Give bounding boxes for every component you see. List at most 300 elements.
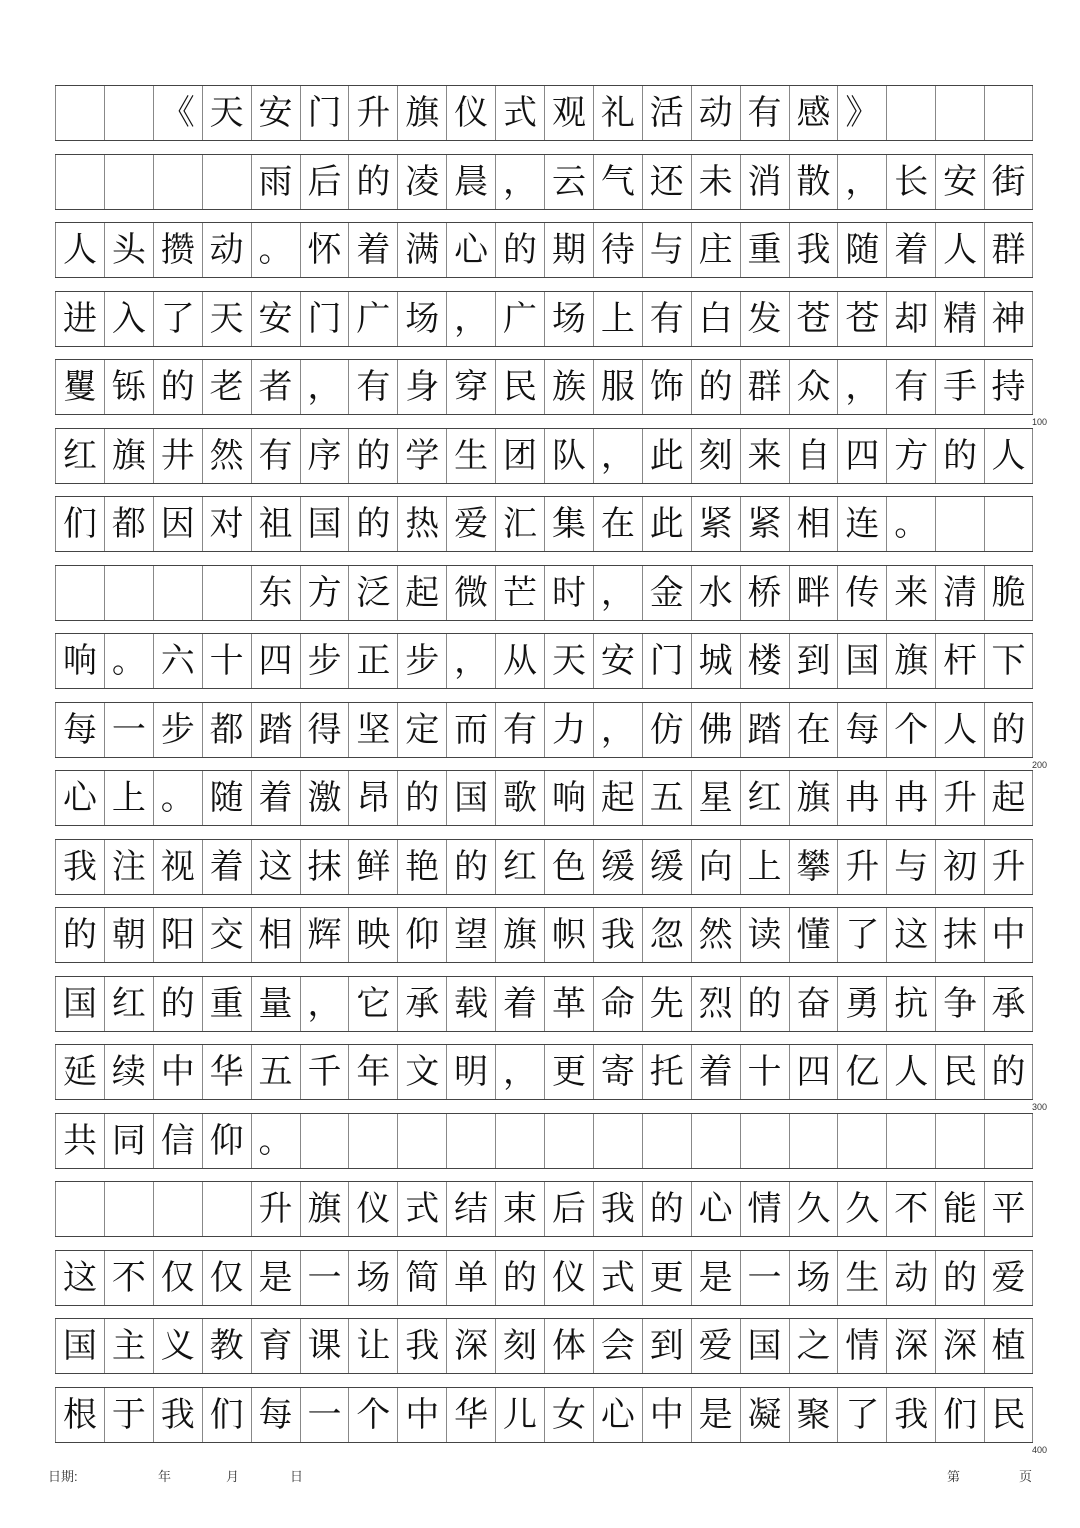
- grid-cell: 上: [593, 292, 642, 346]
- grid-cell: 心: [691, 1182, 740, 1236]
- grid-cell: 攀: [789, 840, 838, 894]
- grid-cell: 手: [935, 360, 984, 414]
- grid-cell: 族: [544, 360, 593, 414]
- character-count-marker: 200: [1031, 759, 1047, 770]
- grid-cell: 从: [495, 634, 544, 688]
- grid-cell: 是: [691, 1388, 740, 1442]
- grid-row: [55, 1318, 1033, 1374]
- grid-cell: 散: [789, 155, 838, 209]
- grid-cell: 抹: [300, 840, 349, 894]
- grid-cell: 红: [104, 977, 153, 1031]
- grid-cell: 爱: [446, 497, 495, 551]
- grid-cell: 正: [348, 634, 397, 688]
- grid-cell: 这: [55, 1251, 104, 1305]
- grid-cell: 的: [495, 1251, 544, 1305]
- grid-cell: 国: [55, 977, 104, 1031]
- date-label: 日期:: [48, 1469, 78, 1484]
- grid-cell: 这: [886, 908, 935, 962]
- grid-cell: 有: [495, 703, 544, 757]
- grid-cell: 场: [348, 1251, 397, 1305]
- composition-grid-paper: [55, 85, 1047, 1455]
- grid-cell: 升: [251, 1182, 300, 1236]
- grid-cell: 升: [935, 771, 984, 825]
- grid-cell: 民: [935, 1045, 984, 1099]
- grid-cell: 植: [984, 1319, 1033, 1373]
- grid-cell: 重: [740, 223, 789, 277]
- grid-cell: [300, 1114, 349, 1168]
- grid-cell: 长: [886, 155, 935, 209]
- grid-cell: 六: [153, 634, 202, 688]
- grid-cell: 四: [837, 429, 886, 483]
- grid-cell: 天: [544, 634, 593, 688]
- grid-cell: 上: [740, 840, 789, 894]
- grid-cell: 有: [886, 360, 935, 414]
- grid-cell: 步: [397, 634, 446, 688]
- grid-cell: [935, 1114, 984, 1168]
- grid-cell: 此: [642, 429, 691, 483]
- grid-cell: 之: [789, 1319, 838, 1373]
- grid-cell: 的: [984, 1045, 1033, 1099]
- grid-cell: 随: [202, 771, 251, 825]
- grid-cell: 每: [251, 1388, 300, 1442]
- grid-cell: 烈: [691, 977, 740, 1031]
- grid-cell: 神: [984, 292, 1033, 346]
- grid-cell: 场: [544, 292, 593, 346]
- grid-cell: 个: [348, 1388, 397, 1442]
- grid-cell: 仰: [397, 908, 446, 962]
- grid-cell: 金: [642, 566, 691, 620]
- grid-cell: ，: [495, 155, 544, 209]
- grid-cell: 深: [886, 1319, 935, 1373]
- grid-cell: 命: [593, 977, 642, 1031]
- grid-cell: 后: [300, 155, 349, 209]
- grid-cell: [642, 1114, 691, 1168]
- grid-cell: 歌: [495, 771, 544, 825]
- grid-cell: 着: [251, 771, 300, 825]
- grid-cell: 方: [300, 566, 349, 620]
- grid-cell: 门: [300, 292, 349, 346]
- grid-cell: 着: [495, 977, 544, 1031]
- grid-cell: [593, 1114, 642, 1168]
- month-label: 月: [226, 1469, 240, 1484]
- grid-cell: 的: [984, 703, 1033, 757]
- grid-cell: 忽: [642, 908, 691, 962]
- grid-cell: [202, 1182, 251, 1236]
- grid-cell: 国: [446, 771, 495, 825]
- grid-cell: 体: [544, 1319, 593, 1373]
- grid-cell: 朝: [104, 908, 153, 962]
- grid-cell: 爱: [691, 1319, 740, 1373]
- grid-cell: 辉: [300, 908, 349, 962]
- grid-cell: 对: [202, 497, 251, 551]
- grid-cell: 一: [104, 703, 153, 757]
- grid-cell: 感: [789, 86, 838, 140]
- grid-cell: 安: [251, 86, 300, 140]
- grid-cell: 着: [202, 840, 251, 894]
- grid-cell: 女: [544, 1388, 593, 1442]
- grid-cell: 不: [104, 1251, 153, 1305]
- grid-cell: [446, 1114, 495, 1168]
- grid-cell: 刻: [691, 429, 740, 483]
- grid-cell: 汇: [495, 497, 544, 551]
- grid-cell: 着: [886, 223, 935, 277]
- grid-cell: 每: [837, 703, 886, 757]
- grid-cell: ，: [837, 360, 886, 414]
- page-footer: [48, 1466, 1033, 1490]
- grid-cell: 久: [789, 1182, 838, 1236]
- grid-cell: 安: [593, 634, 642, 688]
- grid-row: [55, 1181, 1033, 1237]
- grid-cell: 缓: [642, 840, 691, 894]
- grid-cell: 有: [251, 429, 300, 483]
- grid-cell: 这: [251, 840, 300, 894]
- grid-row: [55, 1387, 1047, 1455]
- grid-cell: 阳: [153, 908, 202, 962]
- grid-row: [55, 291, 1033, 347]
- grid-cell: 人: [935, 703, 984, 757]
- grid-cell: 鲜: [348, 840, 397, 894]
- grid-cell: 帜: [544, 908, 593, 962]
- grid-cell: 仿: [642, 703, 691, 757]
- grid-cell: 十: [740, 1045, 789, 1099]
- grid-cell: 心: [446, 223, 495, 277]
- grid-cell: 在: [593, 497, 642, 551]
- grid-cell: 仪: [544, 1251, 593, 1305]
- grid-cell: [740, 1114, 789, 1168]
- grid-cell: 相: [251, 908, 300, 962]
- grid-cell: 的: [348, 429, 397, 483]
- grid-cell: 个: [886, 703, 935, 757]
- grid-cell: 更: [544, 1045, 593, 1099]
- grid-cell: 佛: [691, 703, 740, 757]
- grid-cell: [984, 1114, 1033, 1168]
- grid-cell: 让: [348, 1319, 397, 1373]
- grid-cell: [55, 1182, 104, 1236]
- grid-cell: 民: [984, 1388, 1033, 1442]
- grid-cell: 着: [691, 1045, 740, 1099]
- grid-cell: 视: [153, 840, 202, 894]
- grid-cell: 序: [300, 429, 349, 483]
- grid-cell: 得: [300, 703, 349, 757]
- grid-cell: 托: [642, 1045, 691, 1099]
- grid-cell: 紧: [691, 497, 740, 551]
- grid-cell: 群: [984, 223, 1033, 277]
- grid-cell: ，: [593, 566, 642, 620]
- grid-cell: 精: [935, 292, 984, 346]
- grid-cell: 国: [740, 1319, 789, 1373]
- grid-cell: 自: [789, 429, 838, 483]
- grid-cell: ，: [300, 977, 349, 1031]
- grid-cell: 生: [446, 429, 495, 483]
- grid-cell: [153, 155, 202, 209]
- grid-cell: 奋: [789, 977, 838, 1031]
- grid-cell: 亿: [837, 1045, 886, 1099]
- grid-cell: 能: [935, 1182, 984, 1236]
- grid-cell: 革: [544, 977, 593, 1031]
- grid-cell: 我: [593, 908, 642, 962]
- character-count-marker: 300: [1031, 1102, 1047, 1112]
- grid-cell: 的: [691, 360, 740, 414]
- grid-cell: 了: [837, 1388, 886, 1442]
- grid-cell: 义: [153, 1319, 202, 1373]
- grid-cell: 红: [55, 429, 104, 483]
- grid-cell: 们: [935, 1388, 984, 1442]
- grid-cell: 中: [984, 908, 1033, 962]
- grid-cell: 儿: [495, 1388, 544, 1442]
- grid-cell: 来: [740, 429, 789, 483]
- grid-cell: 昂: [348, 771, 397, 825]
- grid-row: [55, 839, 1033, 895]
- grid-cell: 生: [837, 1251, 886, 1305]
- grid-row: [55, 85, 1033, 141]
- grid-cell: [202, 566, 251, 620]
- grid-cell: 每: [55, 703, 104, 757]
- grid-cell: 勇: [837, 977, 886, 1031]
- grid-cell: 式: [495, 86, 544, 140]
- grid-cell: 踏: [740, 703, 789, 757]
- grid-cell: 红: [740, 771, 789, 825]
- grid-cell: 微: [446, 566, 495, 620]
- grid-cell: 我: [789, 223, 838, 277]
- grid-cell: 艳: [397, 840, 446, 894]
- grid-cell: 我: [593, 1182, 642, 1236]
- grid-cell: 旗: [789, 771, 838, 825]
- grid-cell: 仪: [446, 86, 495, 140]
- grid-row: [55, 222, 1033, 278]
- grid-cell: 国: [55, 1319, 104, 1373]
- grid-cell: 抗: [886, 977, 935, 1031]
- grid-cell: 者: [251, 360, 300, 414]
- grid-cell: 众: [789, 360, 838, 414]
- grid-cell: 了: [153, 292, 202, 346]
- grid-cell: [55, 86, 104, 140]
- grid-cell: 苍: [837, 292, 886, 346]
- grid-cell: 望: [446, 908, 495, 962]
- grid-cell: ，: [593, 703, 642, 757]
- grid-cell: 红: [495, 840, 544, 894]
- grid-cell: 聚: [789, 1388, 838, 1442]
- grid-row: [55, 770, 1033, 826]
- grid-cell: 随: [837, 223, 886, 277]
- grid-cell: 到: [642, 1319, 691, 1373]
- grid-cell: 踏: [251, 703, 300, 757]
- grid-cell: 十: [202, 634, 251, 688]
- grid-cell: 民: [495, 360, 544, 414]
- grid-cell: 有: [348, 360, 397, 414]
- grid-row: [55, 428, 1033, 484]
- grid-cell: 的: [348, 155, 397, 209]
- grid-cell: 祖: [251, 497, 300, 551]
- grid-cell: 华: [202, 1045, 251, 1099]
- grid-cell: 消: [740, 155, 789, 209]
- grid-cell: 它: [348, 977, 397, 1031]
- grid-cell: 信: [153, 1114, 202, 1168]
- grid-cell: 延: [55, 1045, 104, 1099]
- grid-cell: [104, 566, 153, 620]
- grid-cell: 《: [153, 86, 202, 140]
- grid-cell: 一: [740, 1251, 789, 1305]
- grid-cell: 天: [202, 292, 251, 346]
- grid-cell: [397, 1114, 446, 1168]
- grid-cell: 向: [691, 840, 740, 894]
- grid-cell: [984, 86, 1033, 140]
- grid-cell: 有: [740, 86, 789, 140]
- grid-cell: ，: [495, 1045, 544, 1099]
- grid-cell: 旗: [495, 908, 544, 962]
- grid-cell: 旗: [104, 429, 153, 483]
- page-unit-label: 页: [1019, 1469, 1033, 1484]
- grid-cell: 一: [300, 1388, 349, 1442]
- grid-cell: 晨: [446, 155, 495, 209]
- grid-cell: 人: [935, 223, 984, 277]
- grid-cell: 缓: [593, 840, 642, 894]
- grid-cell: 争: [935, 977, 984, 1031]
- grid-cell: 场: [789, 1251, 838, 1305]
- grid-cell: 楼: [740, 634, 789, 688]
- grid-cell: 苍: [789, 292, 838, 346]
- grid-cell: 年: [348, 1045, 397, 1099]
- grid-cell: 。: [251, 1114, 300, 1168]
- grid-cell: 传: [837, 566, 886, 620]
- grid-cell: 映: [348, 908, 397, 962]
- grid-row: [55, 359, 1047, 427]
- grid-cell: 团: [495, 429, 544, 483]
- grid-row: [55, 702, 1047, 770]
- grid-cell: 与: [886, 840, 935, 894]
- grid-cell: 课: [300, 1319, 349, 1373]
- grid-cell: 教: [202, 1319, 251, 1373]
- grid-cell: 的: [935, 429, 984, 483]
- grid-cell: 入: [104, 292, 153, 346]
- grid-cell: 有: [642, 292, 691, 346]
- grid-cell: 杆: [935, 634, 984, 688]
- grid-cell: [104, 1182, 153, 1236]
- grid-cell: 下: [984, 634, 1033, 688]
- grid-cell: 的: [153, 977, 202, 1031]
- grid-cell: 安: [251, 292, 300, 346]
- grid-cell: 承: [397, 977, 446, 1031]
- grid-cell: 上: [104, 771, 153, 825]
- grid-cell: 紧: [740, 497, 789, 551]
- grid-cell: 的: [348, 497, 397, 551]
- grid-cell: 未: [691, 155, 740, 209]
- grid-cell: 起: [593, 771, 642, 825]
- grid-cell: 中: [397, 1388, 446, 1442]
- grid-cell: 中: [153, 1045, 202, 1099]
- grid-cell: 脆: [984, 566, 1033, 620]
- grid-cell: ，: [446, 292, 495, 346]
- grid-cell: 量: [251, 977, 300, 1031]
- grid-cell: 雨: [251, 155, 300, 209]
- grid-cell: 老: [202, 360, 251, 414]
- grid-cell: 了: [837, 908, 886, 962]
- grid-cell: 于: [104, 1388, 153, 1442]
- grid-cell: [837, 1114, 886, 1168]
- grid-cell: 观: [544, 86, 593, 140]
- grid-cell: 铄: [104, 360, 153, 414]
- grid-cell: 动: [691, 86, 740, 140]
- grid-cell: 热: [397, 497, 446, 551]
- grid-row: [55, 1250, 1033, 1306]
- grid-cell: 定: [397, 703, 446, 757]
- grid-cell: 心: [55, 771, 104, 825]
- grid-cell: 满: [397, 223, 446, 277]
- grid-cell: 响: [55, 634, 104, 688]
- grid-cell: 与: [642, 223, 691, 277]
- year-label: 年: [158, 1469, 172, 1484]
- grid-cell: 续: [104, 1045, 153, 1099]
- grid-cell: 情: [740, 1182, 789, 1236]
- grid-row: [55, 907, 1033, 963]
- grid-cell: 我: [153, 1388, 202, 1442]
- grid-cell: 旗: [886, 634, 935, 688]
- grid-cell: 式: [593, 1251, 642, 1305]
- grid-cell: 是: [691, 1251, 740, 1305]
- grid-row: [55, 496, 1033, 552]
- grid-cell: 却: [886, 292, 935, 346]
- grid-cell: [886, 86, 935, 140]
- grid-cell: 升: [837, 840, 886, 894]
- grid-cell: ，: [593, 429, 642, 483]
- grid-cell: 云: [544, 155, 593, 209]
- grid-cell: [153, 1182, 202, 1236]
- grid-cell: 注: [104, 840, 153, 894]
- grid-cell: 承: [984, 977, 1033, 1031]
- grid-cell: 四: [251, 634, 300, 688]
- grid-cell: 连: [837, 497, 886, 551]
- grid-cell: 相: [789, 497, 838, 551]
- grid-cell: ，: [300, 360, 349, 414]
- grid-cell: 仰: [202, 1114, 251, 1168]
- grid-cell: [495, 1114, 544, 1168]
- grid-cell: 力: [544, 703, 593, 757]
- grid-cell: 激: [300, 771, 349, 825]
- grid-cell: [55, 566, 104, 620]
- grid-cell: 在: [789, 703, 838, 757]
- grid-cell: 。: [104, 634, 153, 688]
- grid-cell: 街: [984, 155, 1033, 209]
- grid-cell: 来: [886, 566, 935, 620]
- grid-cell: 都: [202, 703, 251, 757]
- grid-row: [55, 154, 1033, 210]
- grid-cell: 都: [104, 497, 153, 551]
- grid-cell: 更: [642, 1251, 691, 1305]
- grid-cell: 动: [886, 1251, 935, 1305]
- grid-cell: 凝: [740, 1388, 789, 1442]
- grid-cell: 五: [642, 771, 691, 825]
- grid-cell: 久: [837, 1182, 886, 1236]
- grid-cell: 待: [593, 223, 642, 277]
- page-prefix-label: 第: [947, 1469, 961, 1484]
- grid-cell: 后: [544, 1182, 593, 1236]
- grid-cell: 单: [446, 1251, 495, 1305]
- grid-cell: 还: [642, 155, 691, 209]
- grid-cell: 井: [153, 429, 202, 483]
- grid-cell: 芒: [495, 566, 544, 620]
- grid-cell: 的: [740, 977, 789, 1031]
- grid-cell: 旗: [397, 86, 446, 140]
- grid-cell: 们: [202, 1388, 251, 1442]
- grid-cell: 活: [642, 86, 691, 140]
- grid-cell: 着: [348, 223, 397, 277]
- grid-row: [55, 565, 1033, 621]
- grid-cell: 国: [300, 497, 349, 551]
- grid-cell: 四: [789, 1045, 838, 1099]
- grid-cell: 水: [691, 566, 740, 620]
- grid-cell: 城: [691, 634, 740, 688]
- grid-cell: 起: [397, 566, 446, 620]
- character-count-marker: 100: [1031, 417, 1047, 427]
